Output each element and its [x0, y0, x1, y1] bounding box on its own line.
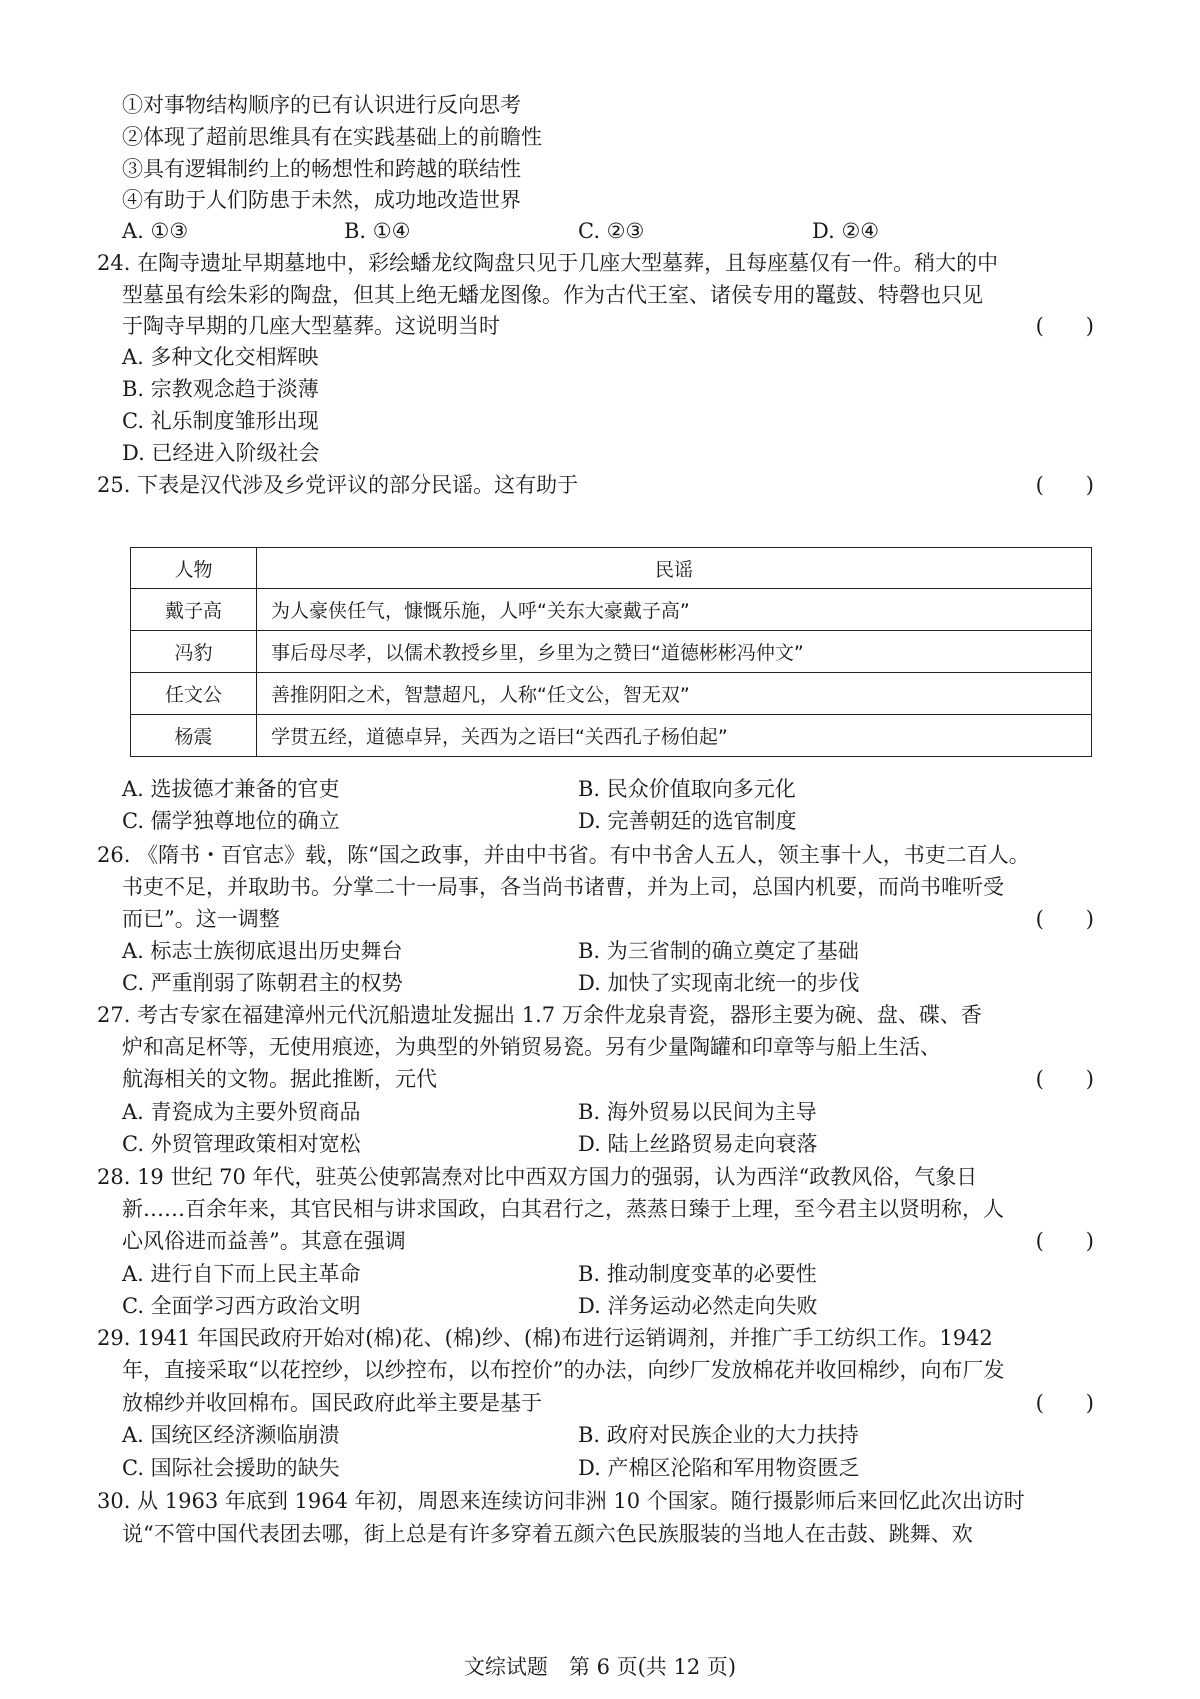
person-cell: 任文公 — [131, 673, 257, 715]
table-row — [131, 715, 1092, 757]
q25-answer-paren: ( ) — [1035, 473, 1094, 497]
q24-option-c: C. 礼乐制度雏形出现 — [122, 409, 319, 433]
q24-option-a: A. 多种文化交相辉映 — [122, 345, 319, 369]
q28-stem-line-3: 心风俗进而益善”。其意在强调 — [122, 1229, 406, 1253]
q24-stem-line-2: 型墓虽有绘朱彩的陶盘，但其上绝无蟠龙图像。作为古代王室、诸侯专用的鼍鼓、特磬也只见 — [122, 283, 983, 307]
q24-option-d: D. 已经进入阶级社会 — [122, 441, 320, 465]
q28-stem-line-2: 新……百余年来，其官民相与讲求国政，白其君行之，蒸蒸日臻于上理，至今君主以贤明称，人 — [122, 1197, 1004, 1221]
q29-option-d: D. 产棉区沦陷和军用物资匮乏 — [578, 1456, 860, 1480]
q28-option-a: A. 进行自下而上民主革命 — [122, 1262, 361, 1286]
table-row — [131, 589, 1092, 631]
q27-option-a: A. 青瓷成为主要外贸商品 — [122, 1100, 361, 1124]
song-cell: 善推阴阳之术，智慧超凡，人称“任文公，智无双” — [257, 673, 1092, 715]
q27-stem-line-3: 航海相关的文物。据此推断，元代 — [122, 1067, 437, 1091]
q29-option-c: C. 国际社会援助的缺失 — [122, 1456, 340, 1480]
q27-stem-line-1: 27. 考古专家在福建漳州元代沉船遗址发掘出 1.7 万余件龙泉青瓷，器形主要为碗、盘、碟、香 — [97, 1003, 982, 1027]
q26-stem-line-2: 书吏不足，并取助书。分掌二十一局事，各当尚书诸曹，并为上司，总国内机要，而尚书唯听受 — [122, 875, 1004, 899]
q25-option-a: A. 选拔德才兼备的官吏 — [122, 777, 340, 801]
song-cell: 为人豪侠任气，慷慨乐施，人呼“关东大豪戴子高” — [257, 589, 1092, 631]
header-folk-song: 民谣 — [257, 548, 1092, 589]
q29-stem-line-3: 放棉纱并收回棉布。国民政府此举主要是基于 — [122, 1391, 542, 1415]
q25-stem: 25. 下表是汉代涉及乡党评议的部分民谣。这有助于 — [97, 473, 579, 497]
q26-stem-line-3: 而已”。这一调整 — [122, 907, 280, 931]
q24-stem-line-3: 于陶寺早期的几座大型墓葬。这说明当时 — [122, 314, 500, 338]
q29-stem-line-1: 29. 1941 年国民政府开始对(棉)花、(棉)纱、(棉)布进行运销调剂，并推广手工纺织工作。1942 — [97, 1326, 993, 1350]
q29-option-b: B. 政府对民族企业的大力扶持 — [578, 1423, 859, 1447]
q25-option-d: D. 完善朝廷的选官制度 — [578, 809, 797, 833]
q23-option-a: A. ①③ — [122, 219, 189, 243]
q29-stem-line-2: 年，直接采取“以花控纱，以纱控布，以布控价”的办法，向纱厂发放棉花并收回棉纱，向布厂发 — [122, 1358, 1005, 1382]
table-row — [131, 631, 1092, 673]
q26-option-b: B. 为三省制的确立奠定了基础 — [578, 939, 859, 963]
q29-answer-paren: ( ) — [1035, 1391, 1094, 1415]
song-cell: 学贯五经，道德卓异，关西为之语曰“关西孔子杨伯起” — [257, 715, 1092, 757]
q26-answer-paren: ( ) — [1035, 907, 1094, 931]
q26-option-c: C. 严重削弱了陈朝君主的权势 — [122, 971, 403, 995]
q23-item-1: ①对事物结构顺序的已有认识进行反向思考 — [122, 93, 521, 117]
q27-option-d: D. 陆上丝路贸易走向衰落 — [578, 1132, 818, 1156]
q23-option-b: B. ①④ — [344, 219, 411, 243]
page-footer: 文综试题 第 6 页(共 12 页) — [463, 1655, 737, 1679]
q30-stem-line-1: 30. 从 1963 年底到 1964 年初，周恩来连续访问非洲 10 个国家。随行摄影师后来回忆此次出访时 — [97, 1489, 1025, 1513]
q26-stem-line-1: 26. 《隋书・百官志》载，陈“国之政事，并由中书省。有中书舍人五人，领主事十人，书吏二百人。 — [97, 843, 1030, 867]
q24-answer-paren: ( ) — [1035, 314, 1094, 338]
q25-option-b: B. 民众价值取向多元化 — [578, 777, 796, 801]
q23-item-2: ②体现了超前思维具有在实践基础上的前瞻性 — [122, 125, 542, 149]
q26-option-d: D. 加快了实现南北统一的步伐 — [578, 971, 860, 995]
q28-option-d: D. 洋务运动必然走向失败 — [578, 1294, 818, 1318]
song-cell: 事后母尽孝，以儒术教授乡里，乡里为之赞曰“道德彬彬冯仲文” — [257, 631, 1092, 673]
table-header-row — [131, 548, 1092, 589]
q28-answer-paren: ( ) — [1035, 1229, 1094, 1253]
q28-option-b: B. 推动制度变革的必要性 — [578, 1262, 817, 1286]
q28-stem-line-1: 28. 19 世纪 70 年代，驻英公使郭嵩焘对比中西双方国力的强弱，认为西洋“政教风俗，气象日 — [97, 1165, 978, 1189]
header-person: 人物 — [131, 548, 257, 589]
q27-stem-line-2: 炉和高足杯等，无使用痕迹，为典型的外销贸易瓷。另有少量陶罐和印章等与船上生活、 — [122, 1035, 941, 1059]
q28-option-c: C. 全面学习西方政治文明 — [122, 1294, 361, 1318]
person-cell: 冯豹 — [131, 631, 257, 673]
q27-option-c: C. 外贸管理政策相对宽松 — [122, 1132, 361, 1156]
person-cell: 杨震 — [131, 715, 257, 757]
table-row — [131, 673, 1092, 715]
q29-option-a: A. 国统区经济濒临崩溃 — [122, 1423, 340, 1447]
q27-answer-paren: ( ) — [1035, 1067, 1094, 1091]
q23-option-d: D. ②④ — [812, 219, 880, 243]
q26-option-a: A. 标志士族彻底退出历史舞台 — [122, 939, 403, 963]
q23-option-c: C. ②③ — [578, 219, 645, 243]
q30-stem-line-2: 说“不管中国代表团去哪，街上总是有许多穿着五颜六色民族服装的当地人在击鼓、跳舞、欢 — [122, 1522, 973, 1546]
folk-song-table — [130, 547, 1092, 757]
q27-option-b: B. 海外贸易以民间为主导 — [578, 1100, 817, 1124]
q24-option-b: B. 宗教观念趋于淡薄 — [122, 377, 319, 401]
q25-option-c: C. 儒学独尊地位的确立 — [122, 809, 340, 833]
q24-stem-line-1: 24. 在陶寺遗址早期墓地中，彩绘蟠龙纹陶盘只见于几座大型墓葬，且每座墓仅有一件。稍大的中 — [97, 251, 999, 275]
person-cell: 戴子高 — [131, 589, 257, 631]
q23-item-4: ④有助于人们防患于未然，成功地改造世界 — [122, 188, 521, 212]
q23-item-3: ③具有逻辑制约上的畅想性和跨越的联结性 — [122, 157, 521, 181]
